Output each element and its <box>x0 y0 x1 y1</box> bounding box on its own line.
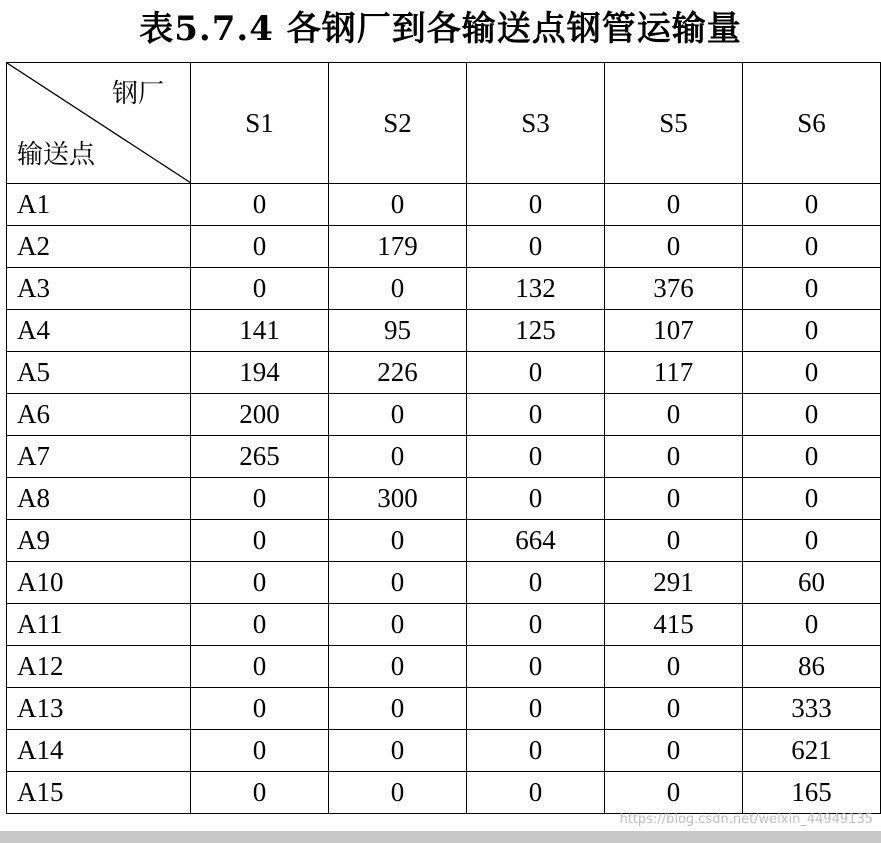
table-cell: 0 <box>329 520 467 562</box>
table-cell: 0 <box>191 226 329 268</box>
table-cell: 0 <box>191 730 329 772</box>
corner-label-steel-mill: 钢厂 <box>111 79 164 109</box>
table-cell: 0 <box>191 184 329 226</box>
table-cell: 0 <box>191 688 329 730</box>
table-cell: 0 <box>743 436 881 478</box>
table-cell: 0 <box>605 688 743 730</box>
table-row <box>7 436 881 478</box>
table-cell: 0 <box>191 646 329 688</box>
table-cell: 0 <box>467 730 605 772</box>
table-row <box>7 478 881 520</box>
table-row <box>7 646 881 688</box>
table-cell: 226 <box>329 352 467 394</box>
table-row <box>7 184 881 226</box>
table-cell: 117 <box>605 352 743 394</box>
row-label: A4 <box>7 310 191 352</box>
table-row <box>7 688 881 730</box>
table-cell: 265 <box>191 436 329 478</box>
table-cell: 0 <box>191 520 329 562</box>
table-row <box>7 730 881 772</box>
table-cell: 0 <box>467 646 605 688</box>
table-cell: 0 <box>743 478 881 520</box>
table-cell: 0 <box>743 226 881 268</box>
table-cell: 0 <box>329 688 467 730</box>
table-cell: 0 <box>605 772 743 814</box>
watermark: https://blog.csdn.net/weixin_44949135 <box>619 812 873 827</box>
table-row <box>7 520 881 562</box>
table-cell: 132 <box>467 268 605 310</box>
table-cell: 86 <box>743 646 881 688</box>
corner-label-delivery-point: 输送点 <box>17 140 96 170</box>
column-header-s3: S3 <box>467 63 605 184</box>
table-cell: 60 <box>743 562 881 604</box>
table-cell: 0 <box>467 226 605 268</box>
row-label: A2 <box>7 226 191 268</box>
table-cell: 0 <box>743 352 881 394</box>
table-cell: 0 <box>329 604 467 646</box>
row-label: A1 <box>7 184 191 226</box>
table-cell: 0 <box>467 352 605 394</box>
column-header-s6: S6 <box>743 63 881 184</box>
table-cell: 125 <box>467 310 605 352</box>
table-cell: 300 <box>329 478 467 520</box>
table-cell: 194 <box>191 352 329 394</box>
table-row <box>7 604 881 646</box>
table-cell: 0 <box>743 184 881 226</box>
row-label: A10 <box>7 562 191 604</box>
table-cell: 0 <box>605 730 743 772</box>
row-label: A5 <box>7 352 191 394</box>
table-cell: 621 <box>743 730 881 772</box>
row-label: A13 <box>7 688 191 730</box>
table-cell: 664 <box>467 520 605 562</box>
table-cell: 0 <box>467 394 605 436</box>
table-cell: 0 <box>743 310 881 352</box>
header-row <box>7 63 881 184</box>
table-cell: 0 <box>605 520 743 562</box>
column-header-s2: S2 <box>329 63 467 184</box>
row-label: A14 <box>7 730 191 772</box>
table-cell: 0 <box>329 268 467 310</box>
bottom-scrollbar-strip <box>0 831 881 843</box>
table-cell: 291 <box>605 562 743 604</box>
row-label: A8 <box>7 478 191 520</box>
table-cell: 415 <box>605 604 743 646</box>
table-row <box>7 352 881 394</box>
row-label: A11 <box>7 604 191 646</box>
table-cell: 0 <box>743 604 881 646</box>
table-cell: 333 <box>743 688 881 730</box>
table-cell: 0 <box>329 772 467 814</box>
row-label: A9 <box>7 520 191 562</box>
table-cell: 0 <box>191 478 329 520</box>
table-cell: 0 <box>329 730 467 772</box>
table-cell: 0 <box>605 394 743 436</box>
table-row <box>7 394 881 436</box>
table-cell: 0 <box>605 184 743 226</box>
column-header-s1: S1 <box>191 63 329 184</box>
table-cell: 0 <box>191 772 329 814</box>
table-row <box>7 562 881 604</box>
table-cell: 0 <box>467 478 605 520</box>
row-label: A3 <box>7 268 191 310</box>
row-label: A6 <box>7 394 191 436</box>
table-cell: 200 <box>191 394 329 436</box>
row-label: A7 <box>7 436 191 478</box>
table-row <box>7 226 881 268</box>
table-row <box>7 772 881 814</box>
table-cell: 0 <box>467 562 605 604</box>
table-cell: 0 <box>467 688 605 730</box>
row-label: A15 <box>7 772 191 814</box>
table-cell: 0 <box>605 478 743 520</box>
table-cell: 0 <box>191 562 329 604</box>
table-cell: 0 <box>329 184 467 226</box>
table-cell: 141 <box>191 310 329 352</box>
table-cell: 0 <box>329 646 467 688</box>
shipment-table <box>6 62 881 814</box>
table-cell: 0 <box>191 268 329 310</box>
table-cell: 95 <box>329 310 467 352</box>
table-row <box>7 310 881 352</box>
table-cell: 0 <box>329 436 467 478</box>
table-cell: 0 <box>743 520 881 562</box>
table-cell: 0 <box>605 436 743 478</box>
table-cell: 0 <box>467 772 605 814</box>
table-cell: 0 <box>329 394 467 436</box>
table-cell: 165 <box>743 772 881 814</box>
table-cell: 0 <box>329 562 467 604</box>
table-cell: 0 <box>743 268 881 310</box>
table-cell: 107 <box>605 310 743 352</box>
table-cell: 0 <box>467 604 605 646</box>
table-cell: 0 <box>467 436 605 478</box>
table-title: 表5.7.4 各钢厂到各输送点钢管运输量 <box>139 9 742 49</box>
table-cell: 179 <box>329 226 467 268</box>
table-cell: 0 <box>605 226 743 268</box>
table-row <box>7 268 881 310</box>
corner-header-cell <box>7 63 191 184</box>
table-cell: 0 <box>743 394 881 436</box>
table-cell: 0 <box>605 646 743 688</box>
row-label: A12 <box>7 646 191 688</box>
table-cell: 0 <box>191 604 329 646</box>
column-header-s5: S5 <box>605 63 743 184</box>
table-cell: 376 <box>605 268 743 310</box>
table-cell: 0 <box>467 184 605 226</box>
